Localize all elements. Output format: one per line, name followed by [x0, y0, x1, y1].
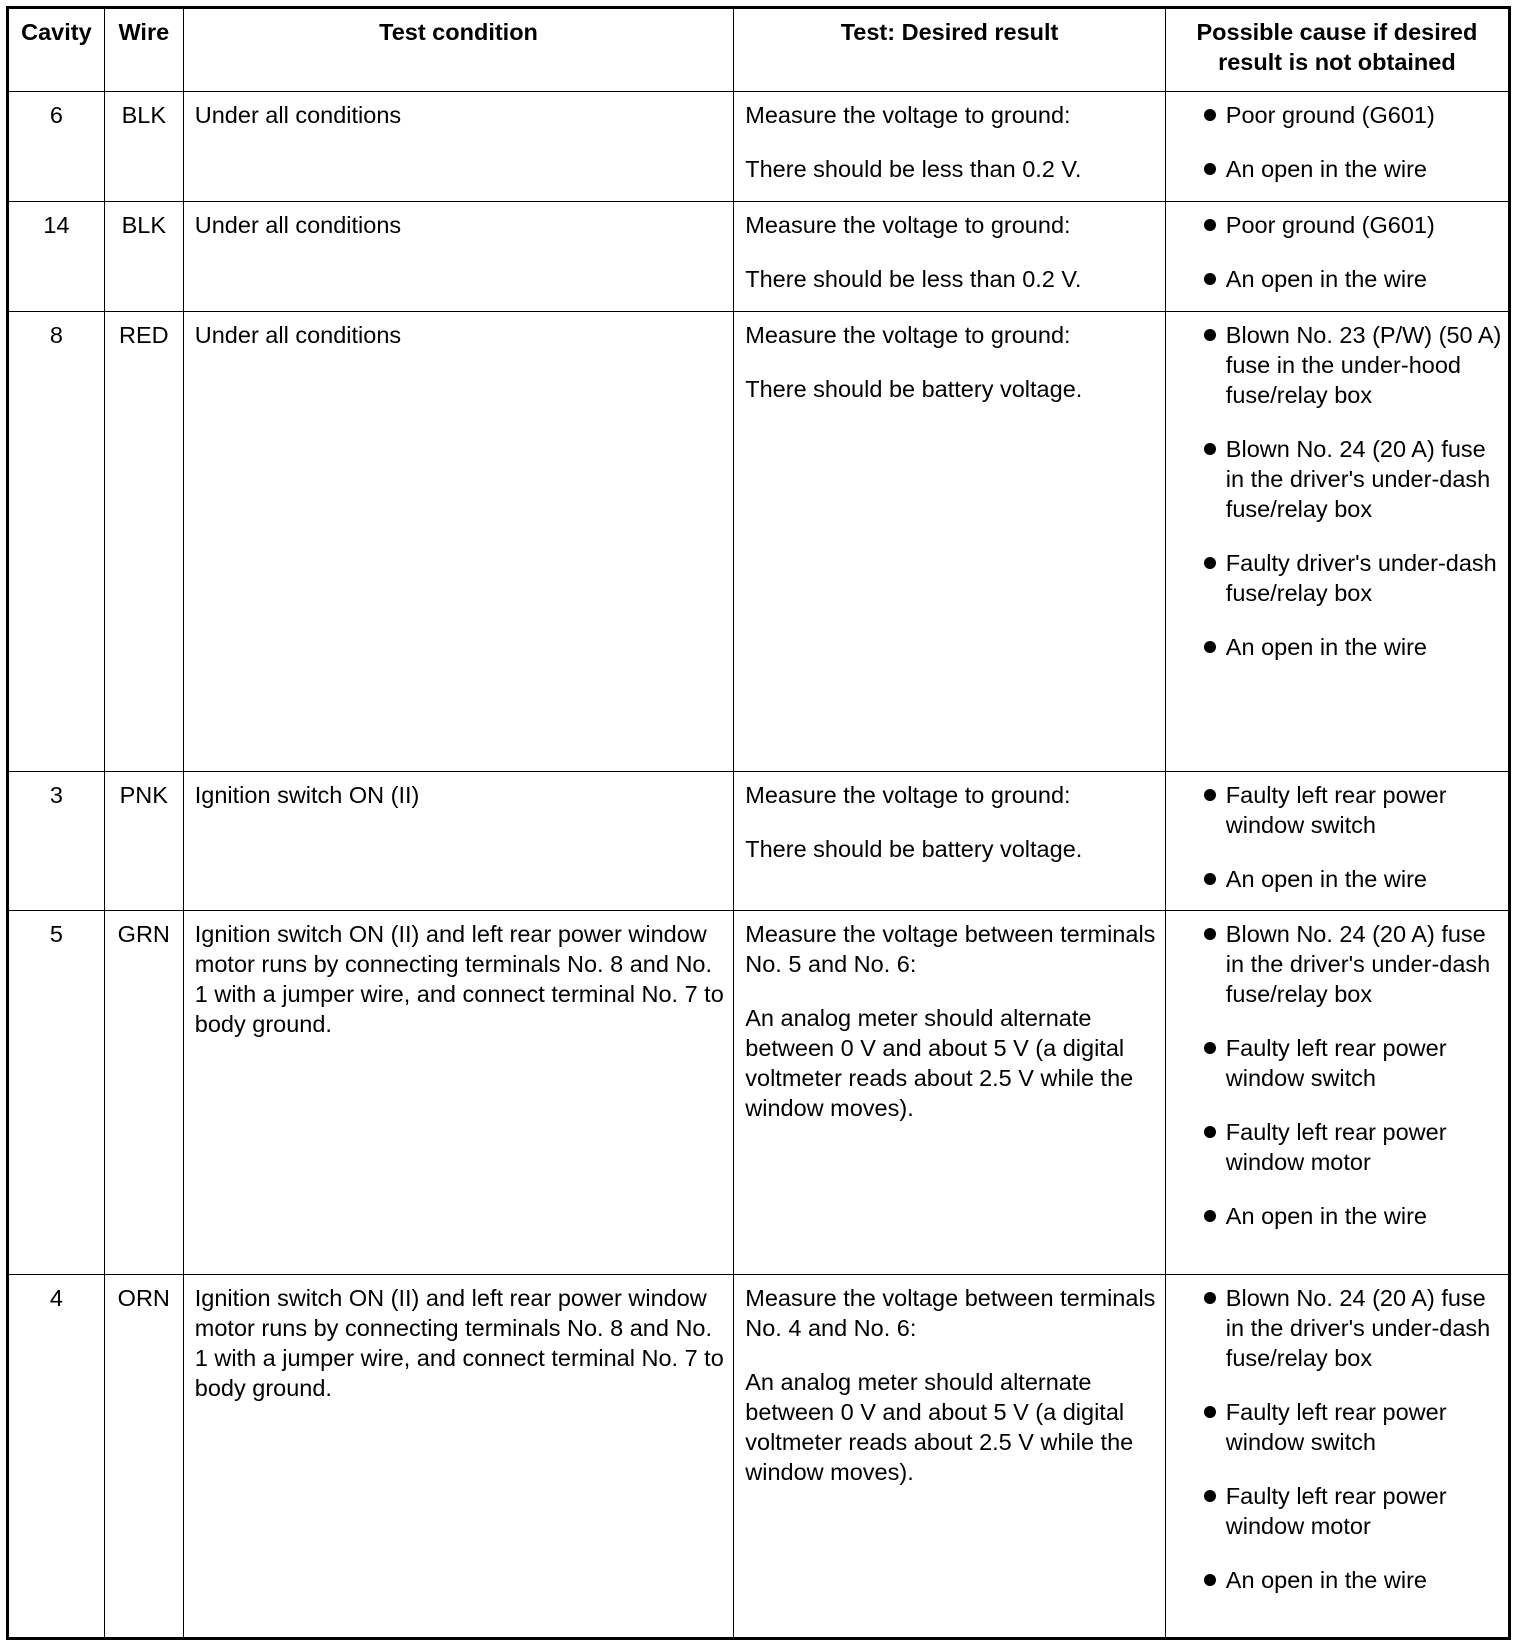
header-cavity: Cavity [8, 8, 105, 92]
header-row [8, 8, 1510, 92]
table-row [8, 92, 1510, 202]
wire-cell: GRN [104, 911, 183, 1275]
cause-list [1174, 780, 1502, 894]
bullet-icon [1204, 557, 1216, 569]
cavity-cell: 8 [8, 312, 105, 772]
cause-item [1174, 434, 1502, 524]
cause-item [1174, 632, 1502, 662]
cause-cell [1165, 92, 1509, 202]
cause-text: An open in the wire [1225, 634, 1427, 660]
cavity-cell: 4 [8, 1275, 105, 1639]
result-cell [734, 1275, 1166, 1639]
cause-item [1174, 548, 1502, 608]
cause-item [1174, 154, 1502, 184]
result-instruction: Measure the voltage to ground: [745, 102, 1071, 128]
cause-cell [1165, 202, 1509, 312]
cause-text: Blown No. 24 (20 A) fuse in the driver's under-dash fuse/relay box [1225, 921, 1491, 1007]
result-instruction: Measure the voltage between terminals No. 4 and No. 6: [745, 1285, 1156, 1341]
result-cell [734, 911, 1166, 1275]
cause-text: Faulty left rear power window switch [1225, 1035, 1447, 1091]
header-wire: Wire [104, 8, 183, 92]
cause-item [1174, 264, 1502, 294]
wire-cell: BLK [104, 92, 183, 202]
bullet-icon [1204, 873, 1216, 885]
condition-cell: Under all conditions [183, 312, 733, 772]
cause-item [1174, 1033, 1502, 1093]
test-table [6, 6, 1511, 1640]
bullet-icon [1204, 1292, 1216, 1304]
bullet-icon [1204, 219, 1216, 231]
result-instruction: Measure the voltage to ground: [745, 212, 1071, 238]
bullet-icon [1204, 1126, 1216, 1138]
bullet-icon [1204, 1490, 1216, 1502]
cause-text: Faulty left rear power window switch [1225, 782, 1447, 838]
cause-item [1174, 100, 1502, 130]
table-row [8, 1275, 1510, 1639]
condition-cell: Ignition switch ON (II) [183, 772, 733, 911]
cause-item [1174, 1397, 1502, 1457]
cause-list [1174, 100, 1502, 184]
header-desired-result: Test: Desired result [734, 8, 1166, 92]
cause-text: An open in the wire [1225, 866, 1427, 892]
cause-text: Faulty driver's under-dash fuse/relay box [1225, 550, 1497, 606]
cause-cell [1165, 312, 1509, 772]
cause-text: An open in the wire [1225, 266, 1427, 292]
cause-text: Poor ground (G601) [1225, 102, 1435, 128]
cause-cell [1165, 1275, 1509, 1639]
cause-cell [1165, 911, 1509, 1275]
result-expected: There should be less than 0.2 V. [745, 156, 1082, 182]
bullet-icon [1204, 1406, 1216, 1418]
cause-list [1174, 919, 1502, 1231]
cause-cell [1165, 772, 1509, 911]
bullet-icon [1204, 1574, 1216, 1586]
result-expected: An analog meter should alternate between 0 V and about 5 V (a digital voltmeter reads about 2.5 V while the window moves). [745, 1369, 1134, 1485]
cause-item [1174, 1201, 1502, 1231]
result-instruction: Measure the voltage between terminals No. 5 and No. 6: [745, 921, 1156, 977]
result-expected: There should be battery voltage. [745, 376, 1083, 402]
table-row [8, 911, 1510, 1275]
cause-text: Blown No. 24 (20 A) fuse in the driver's under-dash fuse/relay box [1225, 436, 1491, 522]
cause-text: Faulty left rear power window switch [1225, 1399, 1447, 1455]
bullet-icon [1204, 641, 1216, 653]
condition-cell: Ignition switch ON (II) and left rear power window motor runs by connecting terminals No. 8 and No. 1 with a jumper wire, and connect terminal No. 7 to body ground. [183, 911, 733, 1275]
condition-cell: Ignition switch ON (II) and left rear power window motor runs by connecting terminals No. 8 and No. 1 with a jumper wire, and connect terminal No. 7 to body ground. [183, 1275, 733, 1639]
result-cell [734, 312, 1166, 772]
wire-cell: BLK [104, 202, 183, 312]
result-cell [734, 772, 1166, 911]
result-instruction: Measure the voltage to ground: [745, 322, 1071, 348]
table-row [8, 312, 1510, 772]
cause-item [1174, 864, 1502, 894]
bullet-icon [1204, 1210, 1216, 1222]
cavity-cell: 6 [8, 92, 105, 202]
cavity-cell: 14 [8, 202, 105, 312]
bullet-icon [1204, 329, 1216, 341]
table-row [8, 202, 1510, 312]
cause-text: An open in the wire [1225, 1203, 1427, 1229]
cause-text: Faulty left rear power window motor [1225, 1483, 1447, 1539]
bullet-icon [1204, 273, 1216, 285]
cause-item [1174, 1283, 1502, 1373]
wire-cell: ORN [104, 1275, 183, 1639]
header-test-condition: Test condition [183, 8, 733, 92]
result-instruction: Measure the voltage to ground: [745, 782, 1071, 808]
bullet-icon [1204, 1042, 1216, 1054]
cause-text: Faulty left rear power window motor [1225, 1119, 1447, 1175]
cause-text: Poor ground (G601) [1225, 212, 1435, 238]
result-cell [734, 92, 1166, 202]
cause-text: An open in the wire [1225, 1567, 1427, 1593]
condition-cell: Under all conditions [183, 202, 733, 312]
cause-list [1174, 1283, 1502, 1595]
cause-item [1174, 1565, 1502, 1595]
cause-text: Blown No. 24 (20 A) fuse in the driver's under-dash fuse/relay box [1225, 1285, 1491, 1371]
cause-item [1174, 1481, 1502, 1541]
cavity-cell: 3 [8, 772, 105, 911]
cause-item [1174, 210, 1502, 240]
header-possible-cause: Possible cause if desired result is not obtained [1165, 8, 1509, 92]
result-expected: There should be less than 0.2 V. [745, 266, 1082, 292]
result-expected: There should be battery voltage. [745, 836, 1083, 862]
bullet-icon [1204, 443, 1216, 455]
wire-cell: RED [104, 312, 183, 772]
cause-item [1174, 320, 1502, 410]
cause-text: An open in the wire [1225, 156, 1427, 182]
bullet-icon [1204, 163, 1216, 175]
condition-cell: Under all conditions [183, 92, 733, 202]
bullet-icon [1204, 789, 1216, 801]
table-row [8, 772, 1510, 911]
wire-cell: PNK [104, 772, 183, 911]
bullet-icon [1204, 928, 1216, 940]
result-expected: An analog meter should alternate between 0 V and about 5 V (a digital voltmeter reads about 2.5 V while the window moves). [745, 1005, 1134, 1121]
cause-list [1174, 320, 1502, 662]
cause-list [1174, 210, 1502, 294]
cause-item [1174, 780, 1502, 840]
cause-text: Blown No. 23 (P/W) (50 A) fuse in the under-hood fuse/relay box [1225, 322, 1502, 408]
bullet-icon [1204, 109, 1216, 121]
cavity-cell: 5 [8, 911, 105, 1275]
cause-item [1174, 919, 1502, 1009]
result-cell [734, 202, 1166, 312]
cause-item [1174, 1117, 1502, 1177]
